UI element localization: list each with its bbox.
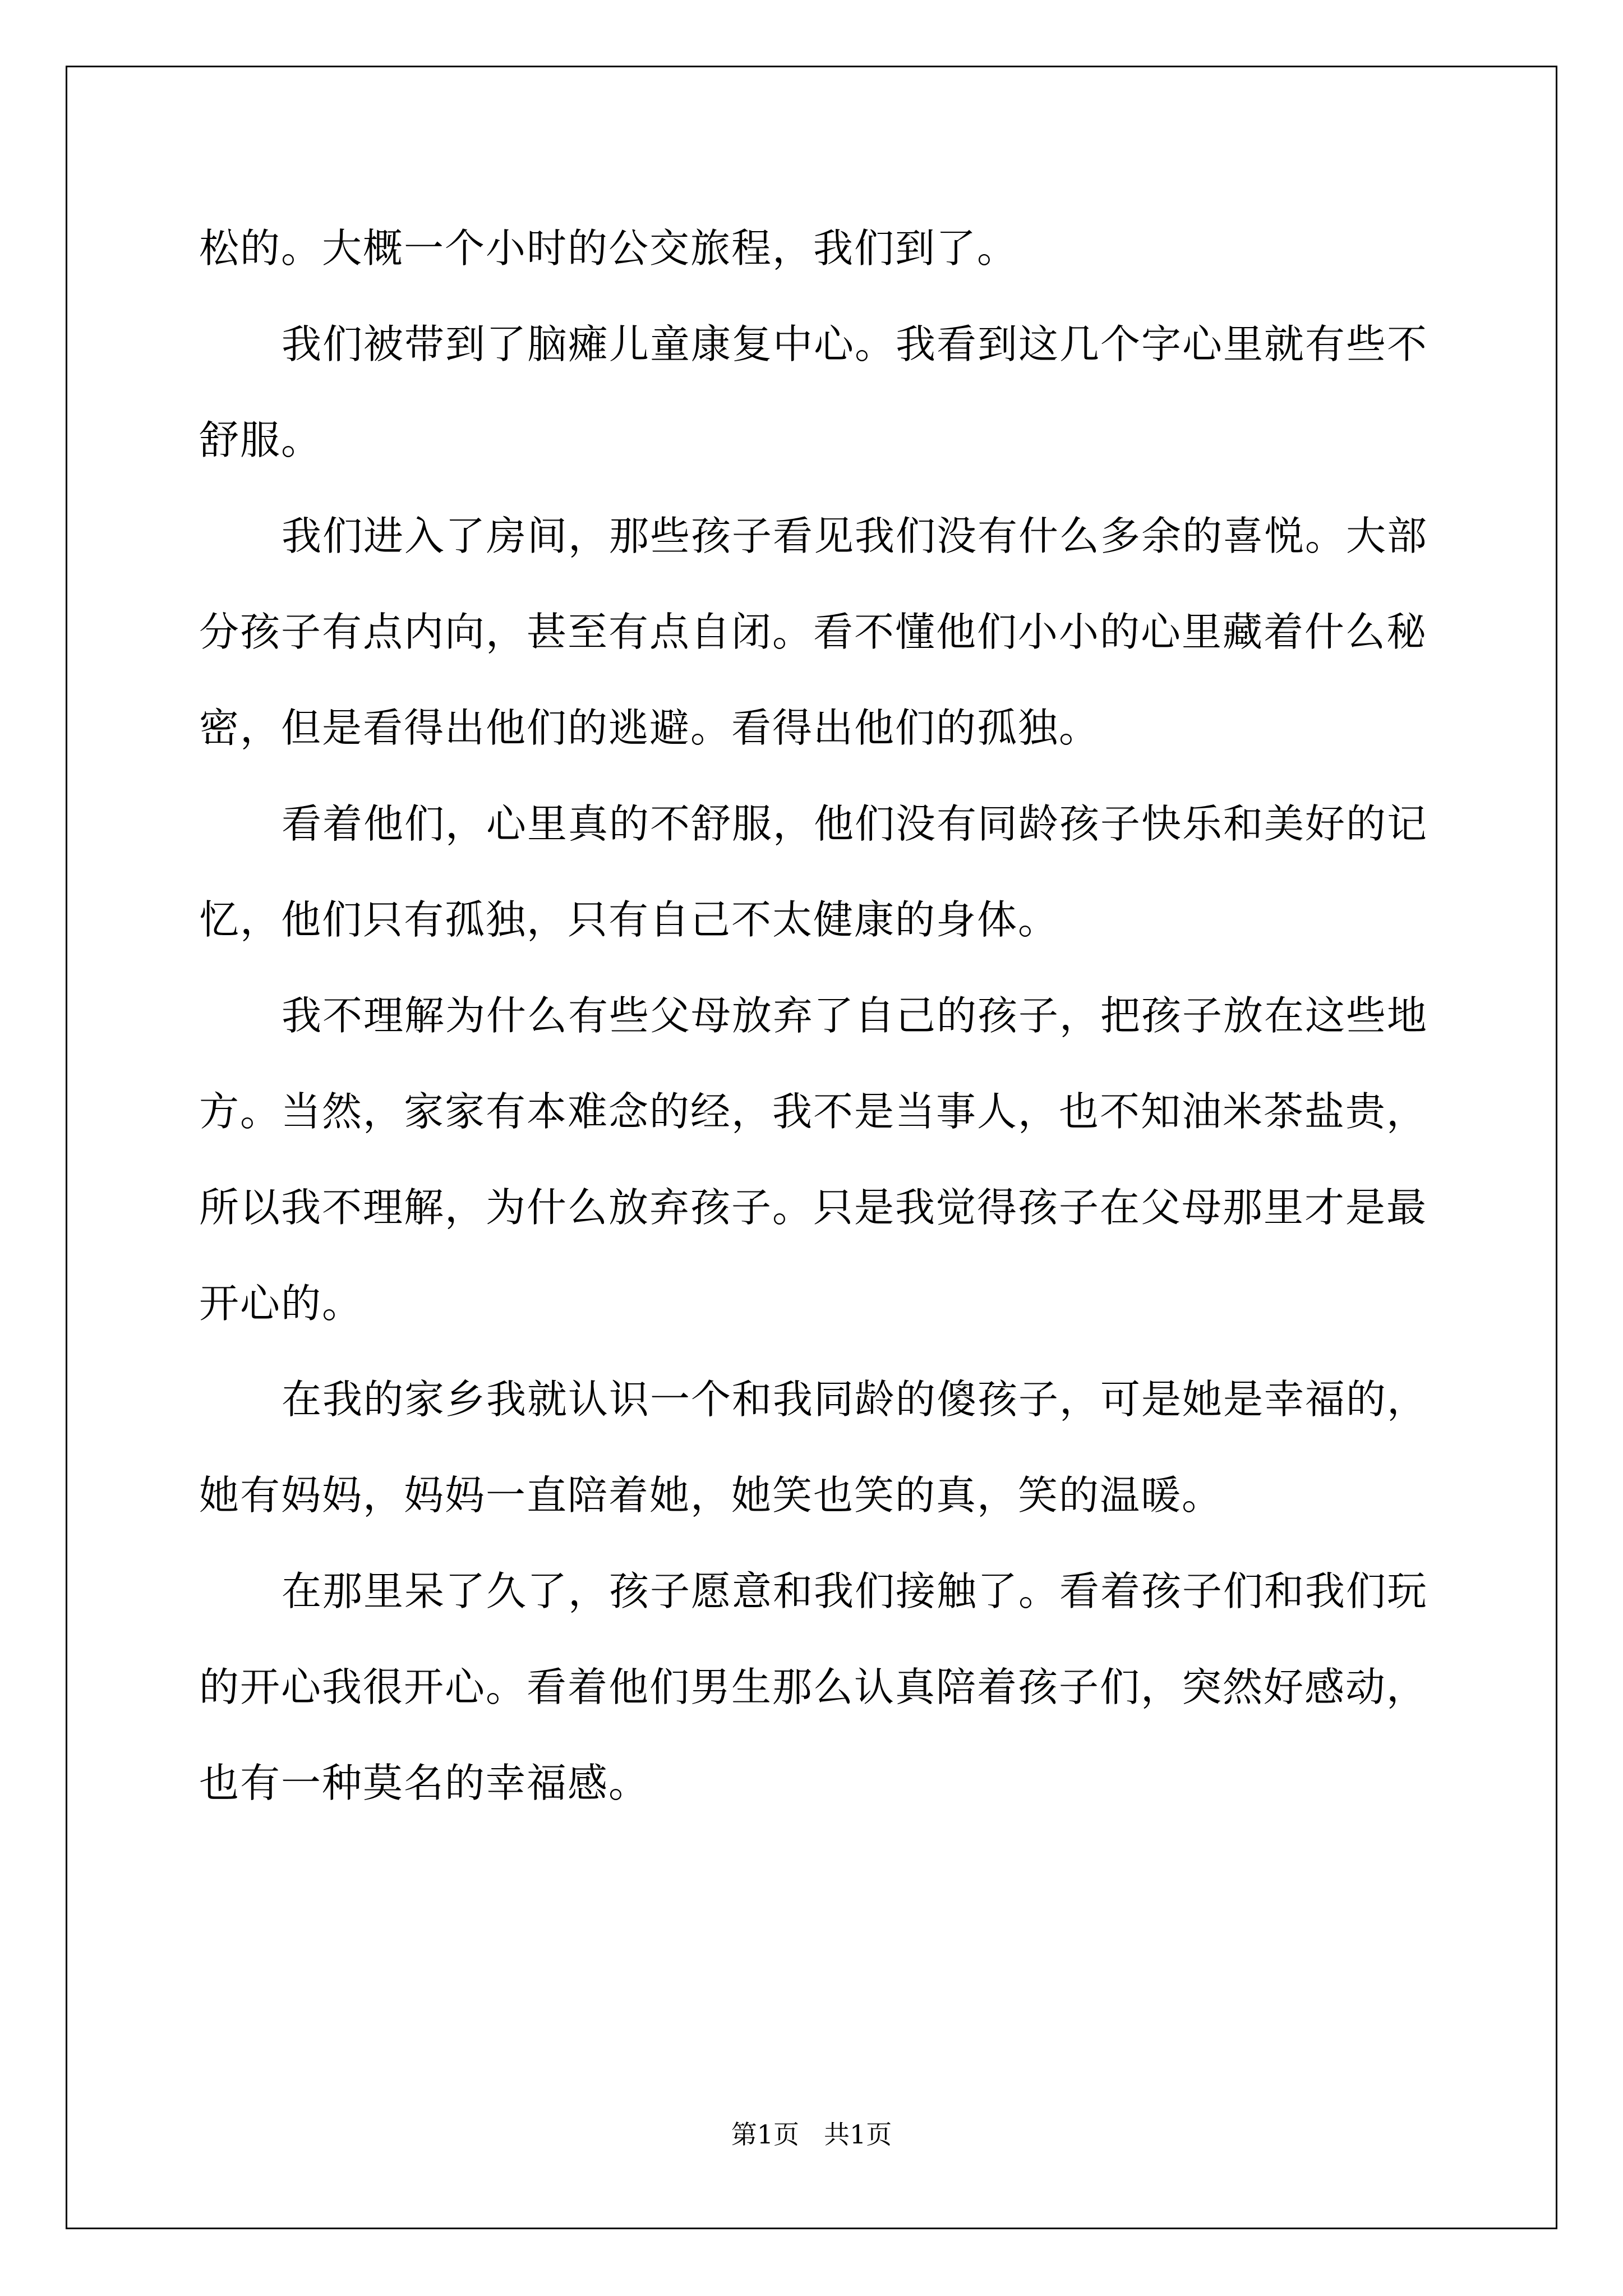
paragraph-continuation: 松的。大概一个小时的公交旅程，我们到了。 — [199, 225, 1018, 272]
page-number: 第1页 — [731, 2119, 800, 2150]
paragraph: 我们被带到了脑瘫儿童康复中心。我看到这几个字心里就有些不舒服。 — [199, 321, 1428, 463]
document-body — [199, 200, 1433, 1831]
paragraph: 我们进入了房间，那些孩子看见我们没有什么多余的喜悦。大部分孩子有点内向，甚至有点自闭。看不懂他们小小的心里藏着什么秘密，但是看得出他们的逃避。看得出他们的孤独。 — [199, 513, 1428, 751]
page-total: 共1页 — [823, 2119, 892, 2150]
paragraph: 在我的家乡我就认识一个和我同龄的傻孩子，可是她是幸福的，她有妈妈，妈妈一直陪着她，她笑也笑的真，笑的温暖。 — [199, 1376, 1428, 1519]
paragraph: 在那里呆了久了，孩子愿意和我们接触了。看着孩子们和我们玩的开心我很开心。看着他们男生那么认真陪着孩子们，突然好感动，也有一种莫名的幸福感。 — [199, 1568, 1428, 1806]
page-footer — [0, 2118, 1623, 2151]
paragraph: 看着他们，心里真的不舒服，他们没有同龄孩子快乐和美好的记忆，他们只有孤独，只有自己不太健康的身体。 — [199, 800, 1428, 943]
paragraph: 我不理解为什么有些父母放弃了自己的孩子，把孩子放在这些地方。当然，家家有本难念的经，我不是当事人，也不知油米茶盐贵，所以我不理解，为什么放弃孩子。只是我觉得孩子在父母那里才是最开心的。 — [199, 992, 1428, 1327]
